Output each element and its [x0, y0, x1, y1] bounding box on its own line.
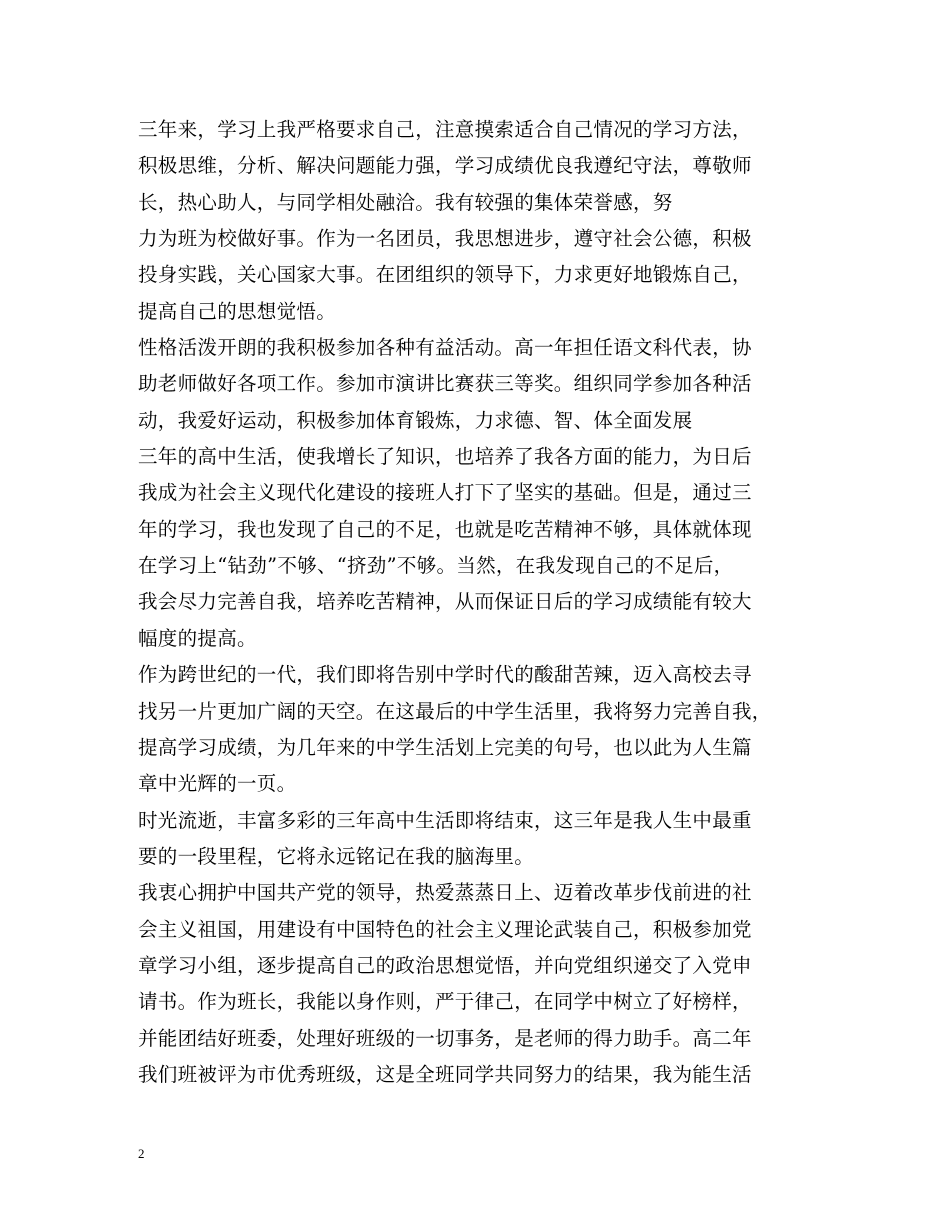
text-line: 会主义祖国，用建设有中国特色的社会主义理论武装自己，积极参加党 [138, 917, 752, 941]
text-line: 提高自己的思想觉悟。 [138, 299, 337, 323]
text-line: 我会尽力完善自我，培养吃苦精神，从而保证日后的学习成绩能有较大 [138, 590, 752, 614]
text-line: 积极思维，分析、解决问题能力强，学习成绩优良我遵纪守法，尊敬师 [138, 154, 752, 178]
text-line: 助老师做好各项工作。参加市演讲比赛获三等奖。组织同学参加各种活 [138, 372, 752, 396]
text-line: 作为跨世纪的一代，我们即将告别中学时代的酸甜苦辣，迈入高校去寻 [138, 663, 752, 687]
text-line: 幅度的提高。 [138, 626, 257, 650]
text-line: 请书。作为班长，我能以身作则，严于律己，在同学中树立了好榜样， [138, 990, 752, 1014]
text-line: 三年的高中生活，使我增长了知识，也培养了我各方面的能力，为日后 [138, 445, 752, 469]
text-line: 在学习上“钻劲”不够、“挤劲”不够。当然，在我发现自己的不足后， [138, 554, 734, 578]
text-line: 性格活泼开朗的我积极参加各种有益活动。高一年担任语文科代表，协 [138, 336, 752, 360]
text-line: 找另一片更加广阔的天空。在这最后的中学生活里，我将努力完善自我， [138, 699, 772, 723]
text-line: 我们班被评为市优秀班级，这是全班同学共同努力的结果，我为能生活 [138, 1062, 752, 1086]
body-text [138, 112, 838, 1093]
text-line: 年的学习，我也发现了自己的不足，也就是吃苦精神不够，具体就体现 [138, 517, 752, 541]
text-line: 投身实践，关心国家大事。在团组织的领导下，力求更好地锻炼自己， [138, 263, 752, 287]
text-line: 我成为社会主义现代化建设的接班人打下了坚实的基础。但是，通过三 [138, 481, 752, 505]
text-line: 力为班为校做好事。作为一名团员，我思想进步，遵守社会公德，积极 [138, 227, 752, 251]
page-number: 2 [138, 1146, 145, 1161]
text-line: 时光流逝，丰富多彩的三年高中生活即将结束，这三年是我人生中最重 [138, 808, 752, 832]
text-line: 要的一段里程，它将永远铭记在我的脑海里。 [138, 844, 535, 868]
text-line: 并能团结好班委，处理好班级的一切事务，是老师的得力助手。高二年 [138, 1026, 752, 1050]
text-line: 我衷心拥护中国共产党的领导，热爱蒸蒸日上、迈着改革步伐前进的社 [138, 881, 752, 905]
text-line: 章中光辉的一页。 [138, 772, 297, 796]
text-line: 长，热心助人，与同学相处融洽。我有较强的集体荣誉感，努 [138, 190, 673, 214]
text-line: 三年来，学习上我严格要求自己，注意摸索适合自己情况的学习方法， [138, 118, 752, 141]
text-line: 章学习小组，逐步提高自己的政治思想觉悟，并向党组织递交了入党申 [138, 953, 752, 977]
text-line: 提高学习成绩，为几年来的中学生活划上完美的句号，也以此为人生篇 [138, 735, 752, 759]
text-line: 动，我爱好运动，积极参加体育锻炼，力求德、智、体全面发展 [138, 408, 693, 432]
